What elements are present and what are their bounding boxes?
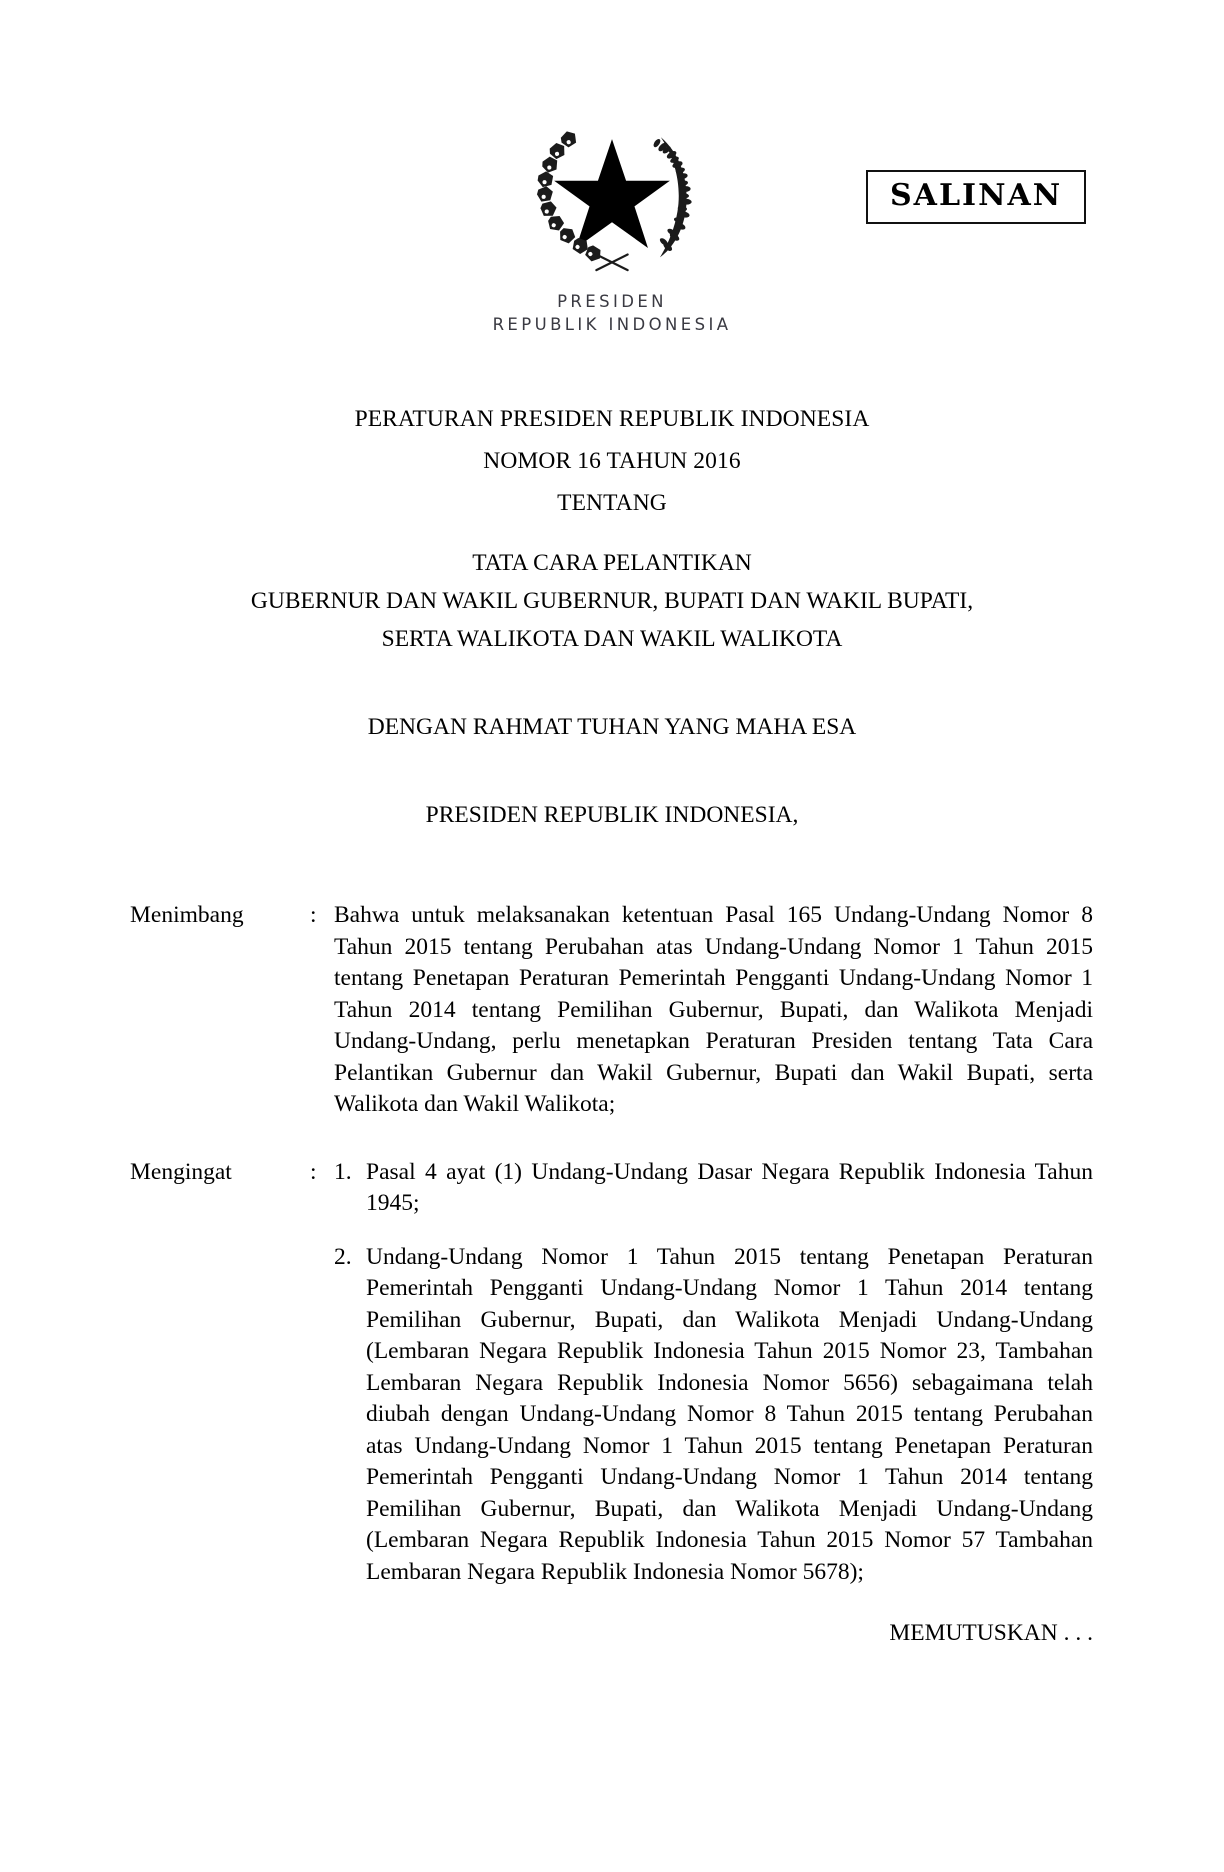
clause-body-menimbang (334, 900, 1093, 1121)
list-item-text: Pasal 4 ayat (1) Undang-Undang Dasar Negara Republik Indonesia Tahun 1945; (366, 1158, 1093, 1216)
authority-line: PRESIDEN REPUBLIK INDONESIA, (425, 802, 799, 828)
subject-line-3: SERTA WALIKOTA DAN WAKIL WALIKOTA (381, 626, 843, 652)
continuation-note: MEMUTUSKAN . . . (889, 1620, 1093, 1646)
clause-label-mengingat: Mengingat (130, 1158, 232, 1185)
clauses-section (0, 900, 1224, 1588)
salinan-label: SALINAN (890, 178, 1063, 213)
list-item-text: Undang-Undang Nomor 1 Tahun 2015 tentang Penetapan Peraturan Pemerintah Pengganti Undang-Undang Nomor 1 Tahun 2014 tentang Pemilihan Gubernur, Bupati, dan Walikota Menjadi Undang-Undang (Lembaran Negara Republik Indonesia Tahun 2015 Nomor 23, Tambahan Lembaran Negara Republik Indonesia Nomor 5656) sebagaimana telah diubah dengan Undang-Undang Nomor 8 Tahun 2015 tentang Perubahan atas Undang-Undang Nomor 1 Tahun 2015 tentang Penetapan Peraturan Pemerintah Pengganti Undang-Undang Nomor 1 Tahun 2014 tentang Pemilihan Gubernur, Bupati, dan Walikota Menjadi Undang-Undang (Lembaran Negara Republik Indonesia Tahun 2015 Nomor 57 Tambahan Lembaran Negara Republik Indonesia Nomor 5678); (366, 1243, 1093, 1585)
document-subject-block (0, 544, 1224, 658)
list-item (334, 1157, 1093, 1220)
title-line-number: NOMOR 16 TAHUN 2016 (483, 448, 741, 474)
title-line-regulation: PERATURAN PRESIDEN REPUBLIK INDONESIA (354, 406, 870, 432)
clause-paragraph-menimbang: Bahwa untuk melaksanakan ketentuan Pasal 165 Undang-Undang Nomor 8 Tahun 2015 tentang Perubahan atas Undang-Undang Nomor 1 Tahun 2015 tentang Penetapan Peraturan Pemerintah Pengganti Undang-Undang Nomor 1 Tahun 2014 tentang Pemilihan Gubernur, Bupati, dan Walikota Menjadi Undang-Undang, perlu menetapkan Peraturan Presiden tentang Tata Cara Pelantikan Gubernur dan Wakil Gubernur, Bupati dan Wakil Bupati, serta Walikota dan Wakil Walikota; (334, 902, 1093, 1117)
salinan-stamp (866, 170, 1086, 224)
clause-body-mengingat (334, 1157, 1093, 1589)
mengingat-list (334, 1157, 1093, 1589)
document-header (0, 0, 1224, 390)
emblem-caption-line2: REPUBLIK INDONESIA (492, 315, 732, 335)
list-item-marker: 2. (334, 1243, 352, 1270)
subject-line-2: GUBERNUR DAN WAKIL GUBERNUR, BUPATI DAN WAKIL BUPATI, (250, 588, 974, 614)
emblem-caption-line1: PRESIDEN (557, 292, 667, 311)
clause-colon-mengingat: : (310, 1158, 317, 1185)
invocation-line: DENGAN RAHMAT TUHAN YANG MAHA ESA (367, 714, 857, 740)
list-item (334, 1242, 1093, 1589)
clause-label-menimbang: Menimbang (130, 902, 244, 928)
indonesia-presidential-emblem-icon (514, 104, 710, 276)
clause-mengingat (130, 1157, 1093, 1589)
title-line-tentang: TENTANG (557, 490, 667, 516)
clause-menimbang (130, 900, 1093, 1121)
subject-line-1: TATA CARA PELANTIKAN (472, 550, 752, 576)
list-item-marker: 1. (334, 1158, 352, 1185)
clause-colon-menimbang: : (310, 902, 317, 928)
emblem-caption (493, 290, 732, 337)
document-title-block (0, 398, 1224, 524)
